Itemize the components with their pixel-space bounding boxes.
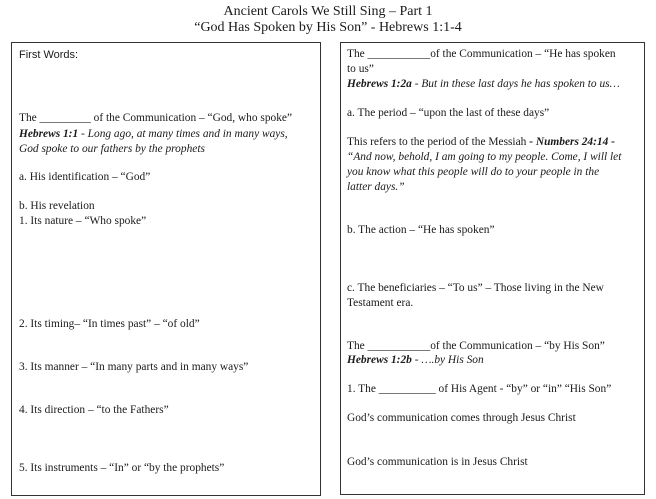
hebrews-1-2b-line: [347, 353, 484, 368]
beneficiaries-item: c. The beneficiaries – “To us” – Those living in the New: [347, 282, 604, 294]
hebrews-1-1-line: [19, 127, 288, 142]
communication-heading-1-cont: to us”: [347, 63, 374, 75]
numbers-24-14-ref: - Numbers 24:14 -: [529, 136, 615, 148]
page-subtitle: “God Has Spoken by His Son” - Hebrews 1:1-4: [194, 20, 462, 35]
period-item: a. The period – “upon the last of these days”: [347, 107, 550, 119]
action-item: b. The action – “He has spoken”: [347, 224, 495, 236]
timing-item: 2. Its timing– “In times past” – “of old”: [19, 318, 200, 330]
hebrews-1-1-ref: Hebrews 1:1: [19, 128, 79, 140]
messiah-intro: This refers to the period of the Messiah: [347, 136, 530, 148]
hebrews-1-1-text-cont: God spoke to our fathers by the prophets: [19, 143, 205, 155]
messiah-line: [347, 135, 615, 150]
identification-item: a. His identification – “God”: [19, 171, 151, 183]
agent-item: 1. The __________ of His Agent - “by” or “in” “His Son”: [347, 383, 612, 395]
left-panel: [11, 42, 321, 496]
in-christ-line: God’s communication is in Jesus Christ: [347, 456, 528, 468]
nature-item: 1. Its nature – “Who spoke”: [19, 215, 147, 227]
page-title: Ancient Carols We Still Sing – Part 1: [223, 4, 433, 19]
hebrews-1-2a-ref: Hebrews 1:2a: [347, 78, 412, 90]
hebrews-1-2a-line: [347, 77, 620, 92]
numbers-quote-3: latter days.”: [347, 181, 405, 193]
hebrews-1-2b-text: - ….by His Son: [411, 354, 484, 366]
source-heading: The _________ of the Communication – “God, who spoke”: [19, 112, 293, 124]
hebrews-1-2b-ref: Hebrews 1:2b: [347, 354, 412, 366]
direction-item: 4. Its direction – “to the Fathers”: [19, 404, 169, 416]
instruments-item: 5. Its instruments – “In” or “by the prophets”: [19, 462, 225, 474]
beneficiaries-item-cont: Testament era.: [347, 297, 414, 309]
hebrews-1-2a-text: - But in these last days he has spoken to us…: [411, 78, 620, 90]
first-words-label: First Words:: [19, 49, 79, 61]
manner-item: 3. Its manner – “In many parts and in many ways”: [19, 361, 249, 373]
through-christ-line: God’s communication comes through Jesus Christ: [347, 412, 576, 424]
communication-heading-1: The ___________of the Communication – “He has spoken: [347, 48, 616, 60]
communication-heading-2: The ___________of the Communication – “by His Son”: [347, 340, 605, 352]
revelation-item: b. His revelation: [19, 200, 95, 212]
numbers-quote-2: you know what this people will do to your people in the: [347, 166, 600, 178]
hebrews-1-1-text: - Long ago, at many times and in many ways,: [78, 128, 288, 140]
numbers-quote-1: “And now, behold, I am going to my people. Come, I will let: [347, 151, 622, 163]
right-panel: [340, 42, 645, 495]
